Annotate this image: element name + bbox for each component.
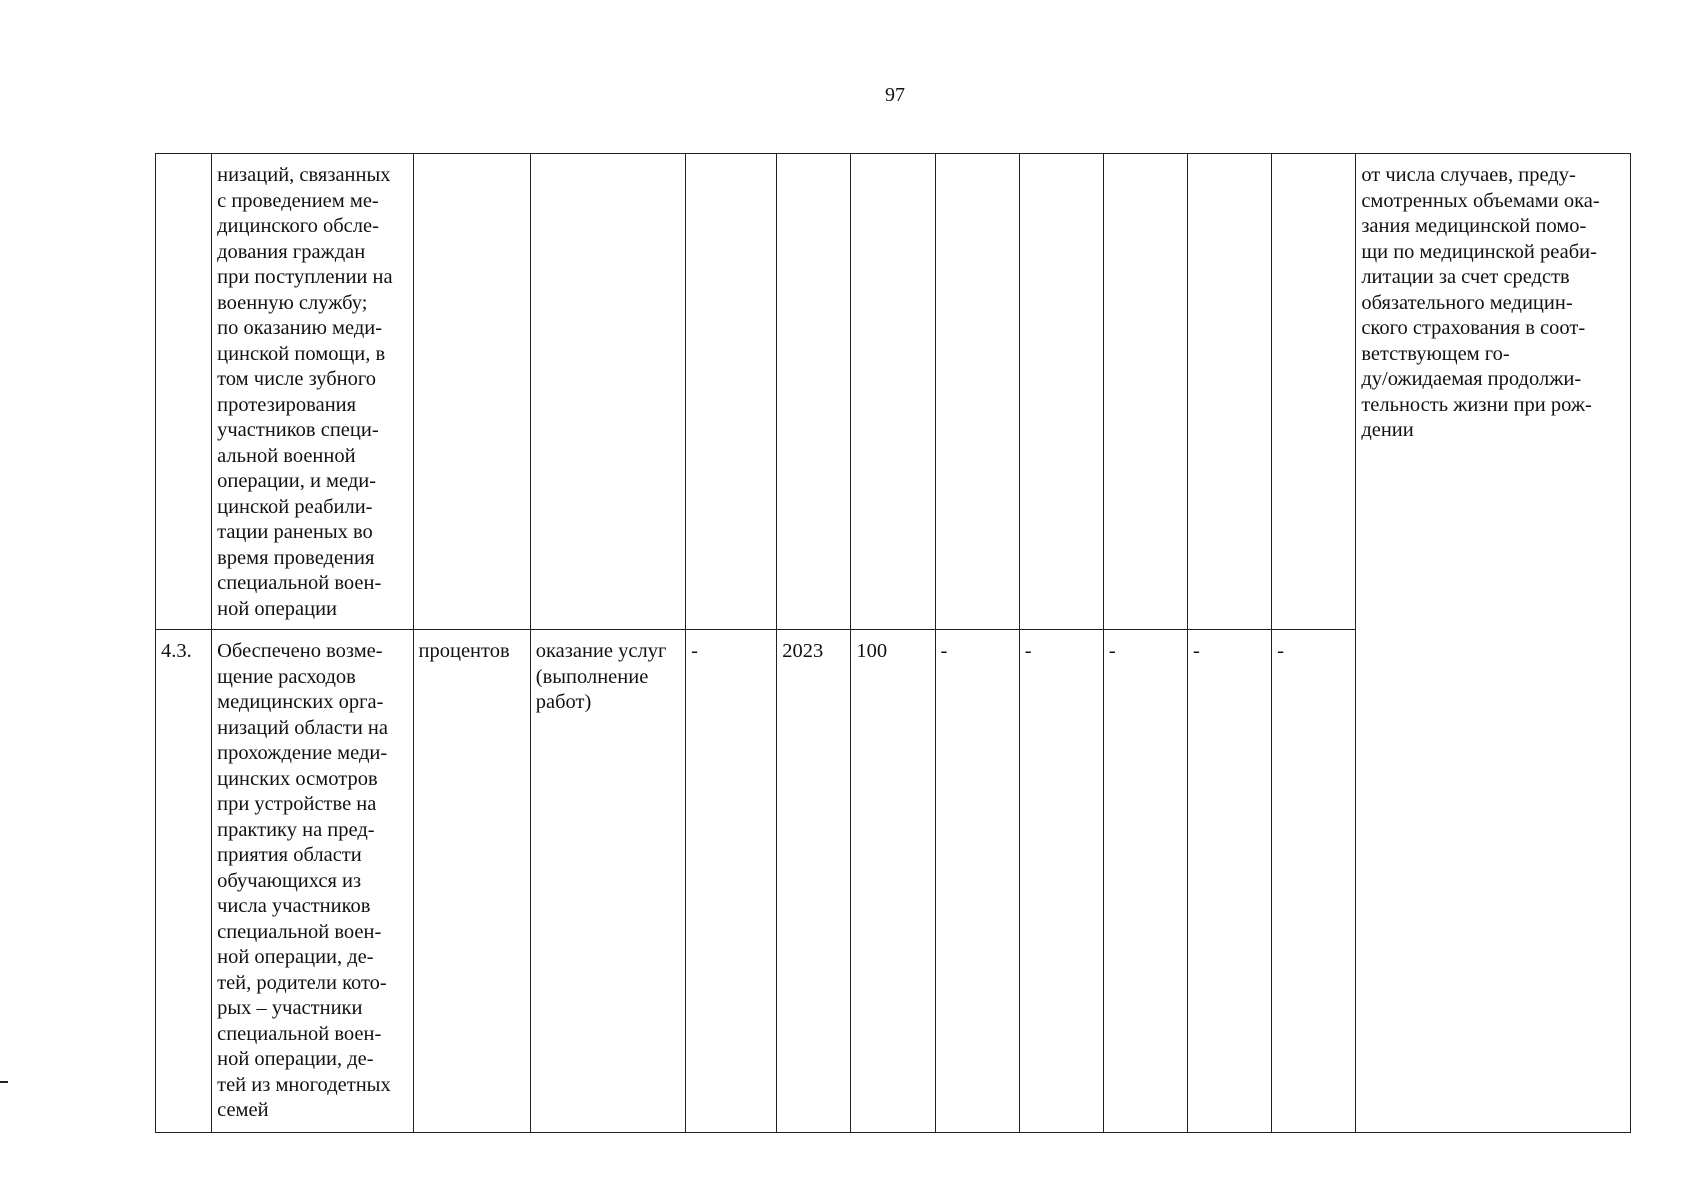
indicator-type-cell: оказание услуг (выполнение работ) [530, 630, 685, 1133]
value-cell: - [1103, 630, 1187, 1133]
indicator-description-cell: низаций, связанных с проведением ме- дицинского обсле- дования граждан при поступлении на военную службу; по оказанию меди- цинской помощи, в том числе зубного протезирования участников специ- альной военной операции, и меди- цинской реабили- тации раненых во время проведения специальной воен- ной операции [212, 154, 413, 630]
calculation-note-cell: от числа случаев, преду- смотренных объемами ока- зания медицинской помо- щи по медицинской реаби- литации за счет средств обязательного медицин- ского страхования в соот- ветствующем го- ду/ожидаемая продолжи- тельность жизни при рож- дении [1356, 154, 1631, 1133]
unit-cell: процентов [413, 630, 530, 1133]
row-number-cell [156, 154, 212, 630]
value-cell [1272, 154, 1356, 630]
value-cell: - [1188, 630, 1272, 1133]
value-cell [1103, 154, 1187, 630]
value-cell: - [1019, 630, 1103, 1133]
value-cell: - [1272, 630, 1356, 1133]
indicator-type-cell [530, 154, 685, 630]
base-year-cell [777, 154, 851, 630]
base-value-cell [686, 154, 777, 630]
value-cell: - [935, 630, 1019, 1133]
base-year-cell: 2023 [777, 630, 851, 1133]
value-cell [1019, 154, 1103, 630]
page-number: 97 [885, 84, 905, 106]
value-cell [935, 154, 1019, 630]
scan-margin-mark [0, 1081, 8, 1083]
unit-cell [413, 154, 530, 630]
value-cell: 100 [851, 630, 935, 1133]
base-value-cell: - [686, 630, 777, 1133]
indicator-description-cell: Обеспечено возме- щение расходов медицинских орга- низаций области на прохождение меди- цинских осмотров при устройстве на практику на пред- приятия области обучающихся из числа участников специальной воен- ной операции, де- тей, родители кото- рых – участники специальной воен- ной операции, де- тей из многодетных семей [212, 630, 413, 1133]
table-row [156, 154, 1631, 630]
row-number-cell: 4.3. [156, 630, 212, 1133]
value-cell [1188, 154, 1272, 630]
value-cell [851, 154, 935, 630]
indicators-table [155, 153, 1631, 1133]
